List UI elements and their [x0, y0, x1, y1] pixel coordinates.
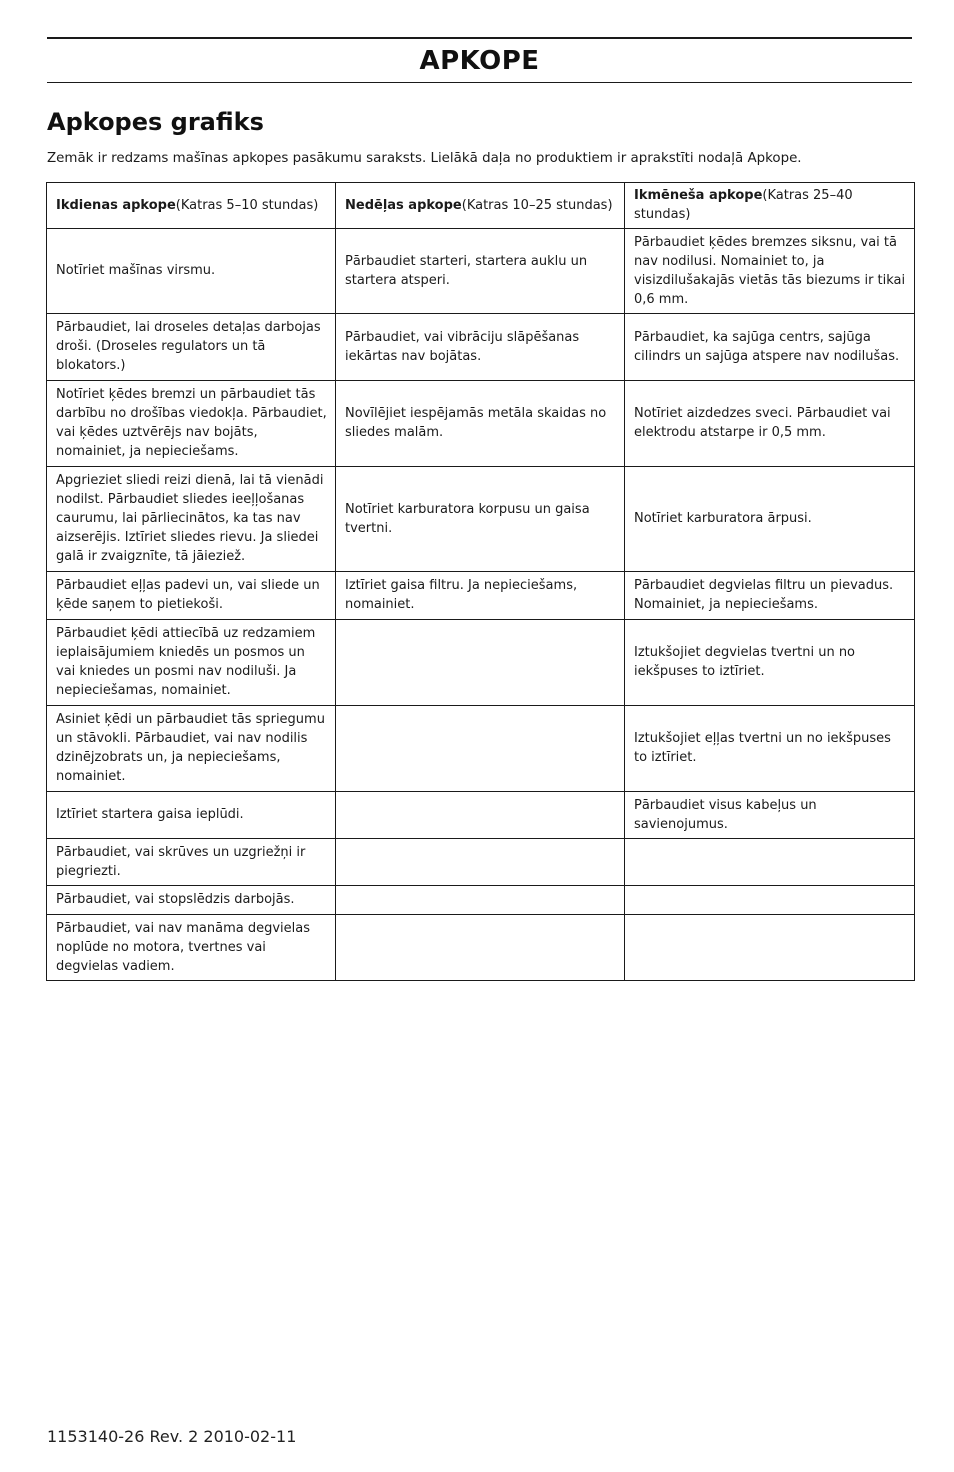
table-cell-weekly: [336, 706, 625, 792]
table-row: [47, 915, 915, 981]
table-cell-weekly: Pārbaudiet starteri, startera auklu un startera atsperi.: [336, 229, 625, 314]
table-row: [47, 467, 915, 572]
page-header-band: [47, 37, 912, 83]
table-cell-daily: Pārbaudiet, vai stopslēdzis darbojās.: [47, 886, 336, 915]
table-row: [47, 706, 915, 792]
table-row: [47, 314, 915, 381]
table-cell-weekly: [336, 792, 625, 839]
column-header-weekly: [336, 183, 625, 229]
table-cell-daily: Pārbaudiet, lai droseles detaļas darbojas droši. (Droseles regulators un tā blokators.): [47, 314, 336, 381]
section-title: Apkopes grafiks: [47, 108, 264, 136]
table-cell-weekly: Notīriet karburatora korpusu un gaisa tvertni.: [336, 467, 625, 572]
table-cell-monthly: Pārbaudiet ķēdes bremzes siksnu, vai tā nav nodilusi. Nomainiet to, ja visizdilušakajās vietās tās biezums ir tikai 0,6 mm.: [625, 229, 915, 314]
table-cell-daily: Pārbaudiet, vai skrūves un uzgriežņi ir piegriezti.: [47, 839, 336, 886]
table-cell-daily: Pārbaudiet eļļas padevi un, vai sliede un ķēde saņem to pietiekoši.: [47, 572, 336, 620]
table-cell-daily: Iztīriet startera gaisa ieplūdi.: [47, 792, 336, 839]
table-cell-monthly: Notīriet karburatora ārpusi.: [625, 467, 915, 572]
column-header-daily: [47, 183, 336, 229]
page-header-title: APKOPE: [419, 45, 540, 76]
table-cell-daily: Asiniet ķēdi un pārbaudiet tās spriegumu un stāvokli. Pārbaudiet, vai nav nodilis dzinējzobrats un, ja nepieciešams, nomainiet.: [47, 706, 336, 792]
table-cell-daily: Notīriet ķēdes bremzi un pārbaudiet tās darbību no drošības viedokļa. Pārbaudiet, vai ķēdes uztvērējs nav bojāts, nomainiet, ja nepieciešams.: [47, 381, 336, 467]
table-header-row: [47, 183, 915, 229]
table-cell-weekly: Novīlējiet iespējamās metāla skaidas no sliedes malām.: [336, 381, 625, 467]
table-cell-monthly: Iztukšojiet eļļas tvertni un no iekšpuses to iztīriet.: [625, 706, 915, 792]
table-cell-weekly: [336, 839, 625, 886]
column-header-title: Ikmēneša apkope: [634, 188, 763, 203]
table-cell-weekly: [336, 915, 625, 981]
column-header-title: Ikdienas apkope: [56, 197, 176, 213]
table-row: [47, 792, 915, 839]
table-cell-monthly: Notīriet aizdedzes sveci. Pārbaudiet vai elektrodu atstarpe ir 0,5 mm.: [625, 381, 915, 467]
table-cell-daily: Pārbaudiet ķēdi attiecībā uz redzamiem ieplaisājumiem kniedēs un posmos un vai kniedes un posmi nav nodiluši. Ja nepieciešamas, nomainiet.: [47, 620, 336, 706]
table-row: [47, 381, 915, 467]
table-cell-monthly: Pārbaudiet degvielas filtru un pievadus. Nomainiet, ja nepieciešams.: [625, 572, 915, 620]
column-header-note: (Katras 10–25 stundas): [461, 197, 613, 213]
table-cell-monthly: Pārbaudiet visus kabeļus un savienojumus.: [625, 792, 915, 839]
table-cell-weekly: Pārbaudiet, vai vibrāciju slāpēšanas iekārtas nav bojātas.: [336, 314, 625, 381]
table-cell-weekly: [336, 620, 625, 706]
table-cell-daily: Apgrieziet sliedi reizi dienā, lai tā vienādi nodilst. Pārbaudiet sliedes ieeļļošanas caurumu, lai pārliecinātos, ka tas nav aizserējis. Iztīriet sliedes rievu. Ja sliedei galā ir zvaigznīte, tā jāieziež.: [47, 467, 336, 572]
table-cell-monthly: Iztukšojiet degvielas tvertni un no iekšpuses to iztīriet.: [625, 620, 915, 706]
table-row: [47, 839, 915, 886]
column-header-note: (Katras 25–40 stundas): [634, 188, 853, 222]
table-row: [47, 620, 915, 706]
maintenance-schedule-table: [46, 182, 915, 981]
section-intro: Zemāk ir redzams mašīnas apkopes pasākumu saraksts. Lielākā daļa no produktiem ir aprakstīti nodaļā Apkope.: [47, 151, 802, 166]
document-footer-code: 1153140-26 Rev. 2 2010-02-11: [47, 1427, 297, 1446]
table-cell-weekly: Iztīriet gaisa filtru. Ja nepieciešams, nomainiet.: [336, 572, 625, 620]
table-row: [47, 572, 915, 620]
column-header-note: (Katras 5–10 stundas): [175, 197, 319, 213]
table-cell-monthly: [625, 886, 915, 915]
table-cell-monthly: [625, 915, 915, 981]
table-row: [47, 229, 915, 314]
table-cell-monthly: [625, 839, 915, 886]
column-header-title: Nedēļas apkope: [345, 197, 462, 213]
table-cell-daily: Pārbaudiet, vai nav manāma degvielas noplūde no motora, tvertnes vai degvielas vadiem.: [47, 915, 336, 981]
table-cell-daily: Notīriet mašīnas virsmu.: [47, 229, 336, 314]
table-cell-weekly: [336, 886, 625, 915]
table-cell-monthly: Pārbaudiet, ka sajūga centrs, sajūga cilindrs un sajūga atspere nav nodilušas.: [625, 314, 915, 381]
column-header-monthly: [625, 183, 915, 229]
table-row: [47, 886, 915, 915]
